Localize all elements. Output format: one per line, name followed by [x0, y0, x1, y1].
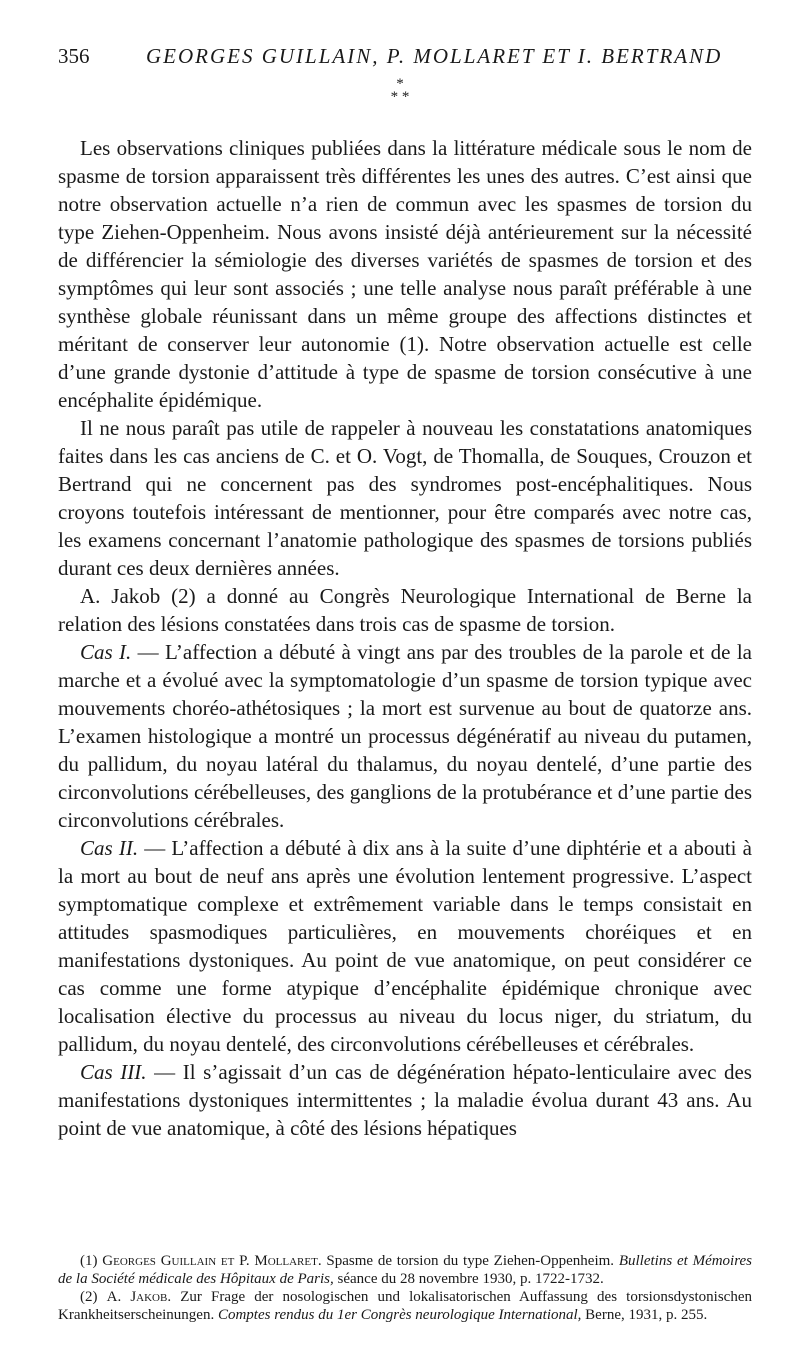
case-label: Cas II. [80, 836, 139, 860]
footnote-title: Spasme de torsion du type Ziehen-Oppenheim. [321, 1253, 619, 1269]
footnotes [58, 1252, 752, 1324]
asterism-bottom: * * [390, 89, 410, 105]
case-paragraph [58, 638, 752, 834]
footnote-authors: Georges Guillain et P. Mollaret. [102, 1253, 322, 1269]
footnote [58, 1288, 752, 1324]
footnote-journal: Comptes rendus du 1er Congrès neurologique International, [217, 1307, 582, 1323]
footnote-title: Zur Frage der nosologischen und lokalisatorischen Auffassung des torsionsdystonischen Krankheitserscheinungen. [58, 1289, 753, 1323]
footnote-rest: séance du 28 novembre 1930, p. 1722-1732. [333, 1271, 604, 1287]
paragraph: Les observations cliniques publiées dans la littérature médicale sous le nom de spasme de torsion apparaissent très différentes les unes des autres. C’est ainsi que notre observation actuelle n’a rien de commun avec les spasmes de torsion du type Ziehen-Oppenheim. Nous avons insisté déjà antérieurement sur la nécessité de différencier la sémiologie des diverses variétés de spasmes de torsion et des symptômes qui leur sont associés ; une telle analyse nous paraît préférable à une synthèse globale réunissant dans un même groupe des affections distinctes et méritant de conserver leur autonomie (1). Notre observation actuelle est celle d’une grande dystonie d’attitude à type de spasme de torsion consécutive à une encéphalite épidémique. [58, 136, 752, 412]
case-paragraph [58, 1058, 752, 1142]
footnote-journal: Bulletins et Mémoires de la Société médicale des Hôpitaux de Paris, [58, 1253, 752, 1287]
running-title: GEORGES GUILLAIN, P. MOLLARET ET I. BERTRAND [146, 44, 723, 68]
case-text: — L’affection a débuté à vingt ans par des troubles de la parole et de la marche et a évolué avec la symptomatologie d’un spasme de torsion typique avec mouvements choréo-athétosiques ; la mort est survenue au bout de quatorze ans. L’examen histologique a montré un processus dégénératif au niveau du putamen, du pallidum, du noyau latéral du thalamus, du noyau dentelé, d’une partie des circonvolutions cérébelleuses, des ganglions de la protubérance et d’une partie des circonvolutions cérébrales. [58, 640, 752, 832]
running-header [58, 44, 752, 74]
footnote-rest: Berne, 1931, p. 255. [581, 1307, 708, 1323]
case-text: — L’affection a débuté à dix ans à la suite d’une diphtérie et a abouti à la mort au bout de neuf ans après une évolution lentement progressive. L’aspect symptomatique complexe et extrêmement variable dans le temps consistait en attitudes spasmodiques particulières, en mouvements choréiques et en manifestations dystoniques. Au point de vue anatomique, on peut considérer ce cas comme une forme atypique d’encéphalite épidémique chronique avec localisation élective du processus au niveau du locus niger, du striatum, du pallidum, du noyau dentelé, des circonvolutions cérébelleuses et cérébrales. [58, 836, 752, 1056]
case-label: Cas I. [80, 640, 132, 664]
case-text: — Il s’agissait d’un cas de dégénération hépato-lenticulaire avec des manifestations dystoniques intermittentes ; la maladie évolua durant 43 ans. Au point de vue anatomique, à côté des lésions hépatiques [58, 1060, 752, 1140]
footnote-marker: (2) [80, 1289, 98, 1305]
case-paragraph [58, 834, 752, 1058]
footnote [58, 1252, 752, 1288]
body-text [58, 134, 752, 1142]
section-asterism [0, 78, 800, 104]
asterism-top: * [396, 76, 404, 92]
paragraph: Il ne nous paraît pas utile de rappeler à nouveau les constatations anatomiques faites dans les cas anciens de C. et O. Vogt, de Thomalla, de Souques, Crouzon et Bertrand qui ne concernent pas des syndromes post-encéphalitiques. Nous croyons toutefois intéressant de mentionner, pour être comparés avec notre cas, les examens concernant l’anatomie pathologique des spasmes de torsions publiés durant ces deux dernières années. [58, 416, 752, 580]
paragraph: A. Jakob (2) a donné au Congrès Neurologique International de Berne la relation des lésions constatées dans trois cas de spasme de torsion. [58, 584, 752, 636]
footnote-authors: A. Jakob. [106, 1289, 172, 1305]
footnote-marker: (1) [80, 1253, 98, 1269]
case-label: Cas III. [80, 1060, 147, 1084]
page-number: 356 [58, 44, 90, 68]
